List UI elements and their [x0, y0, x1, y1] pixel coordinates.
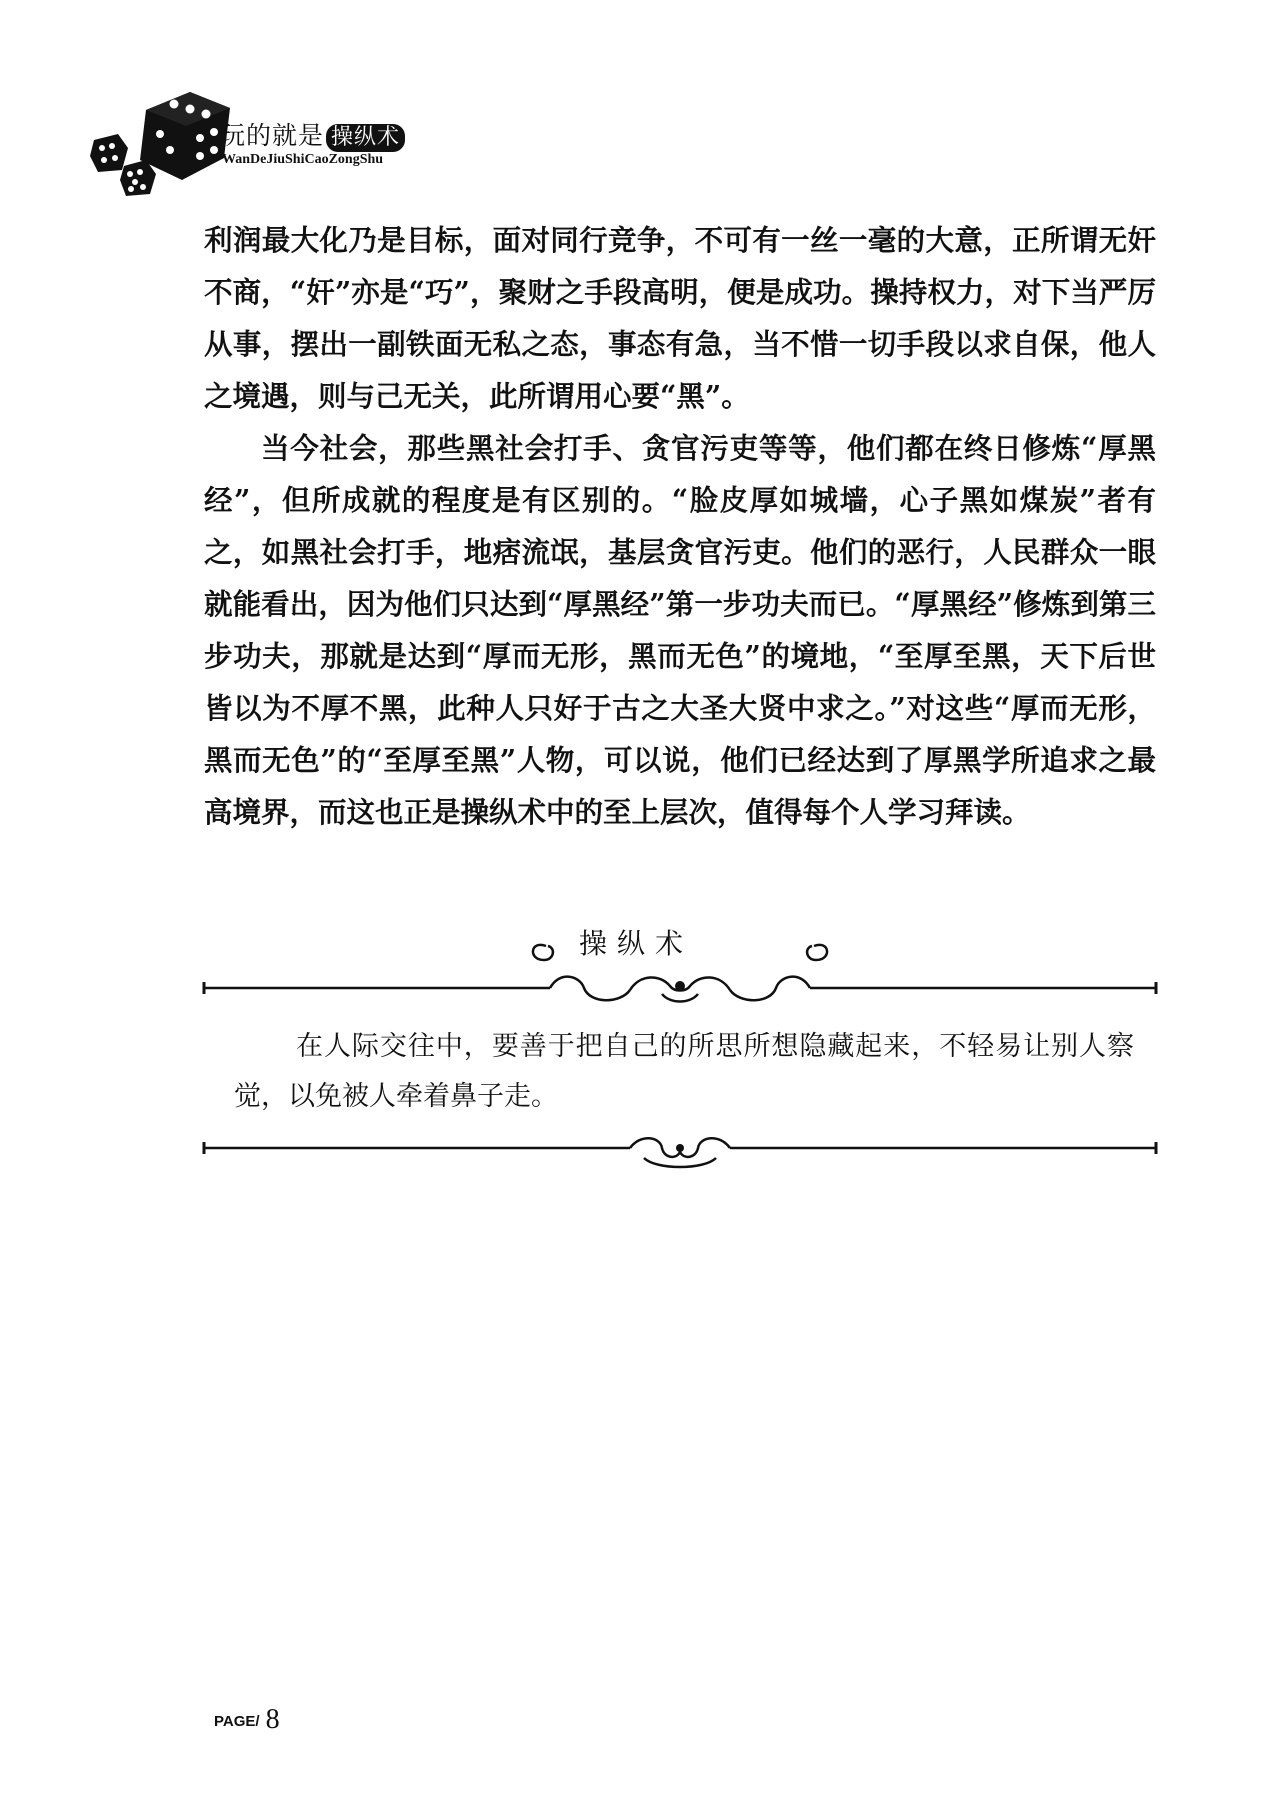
paragraph-2: 当今社会，那些黑社会打手、贪官污吏等等，他们都在终日修炼“厚黑经”，但所成就的程度是有区别的。“脸皮厚如城墙，心子黑如煤炭”者有之，如黑社会打手，地痞流氓，基层贪官污吏。他们的恶行，人民群众一眼就能看出，因为他们只达到“厚黑经”第一步功夫而已。“厚黑经”修炼到第三步功夫，那就是达到“厚而无形，黑而无色”的境地，“至厚至黑，天下后世皆以为不厚不黑，此种人只好于古之大圣大贤中求之。”对这些“厚而无形，黑而无色”的“至厚至黑”人物，可以说，他们已经达到了厚黑学所追求之最高境界，而这也正是操纵术中的至上层次，值得每个人学习拜读。 — [204, 431, 1156, 829]
callout-title: 操纵术 — [578, 927, 693, 960]
body-text — [204, 214, 1156, 838]
callout-text: 在人际交往中，要善于把自己的所思所想隐藏起来，不轻易让别人察觉，以免被人牵着鼻子走。 — [234, 1031, 1134, 1112]
book-title-highlight: 操纵术 — [326, 124, 405, 152]
paragraph-1: 利润最大化乃是目标，面对同行竞争，不可有一丝一毫的大意，正所谓无奸不商，“奸”亦是“巧”，聚财之手段高明，便是成功。操持权力，对下当严厉从事，摆出一副铁面无私之态，事态有急，当不惜一切手段以求自保，他人之境遇，则与己无关，此所谓用心要“黑”。 — [204, 223, 1156, 413]
running-header — [88, 80, 508, 200]
page-label: PAGE/ — [214, 1713, 260, 1730]
callout-bottom-ornament — [200, 1128, 1160, 1188]
page-number: 8 — [265, 1704, 280, 1735]
callout-body — [234, 1022, 1134, 1122]
book-title-prefix: 玩的就是 — [220, 121, 325, 150]
dice-logo-icon — [134, 88, 234, 184]
book-title — [220, 116, 405, 152]
book-pinyin-subtitle: WanDeJiuShiCaoZongShu — [222, 152, 384, 167]
page-footer — [214, 1704, 280, 1736]
